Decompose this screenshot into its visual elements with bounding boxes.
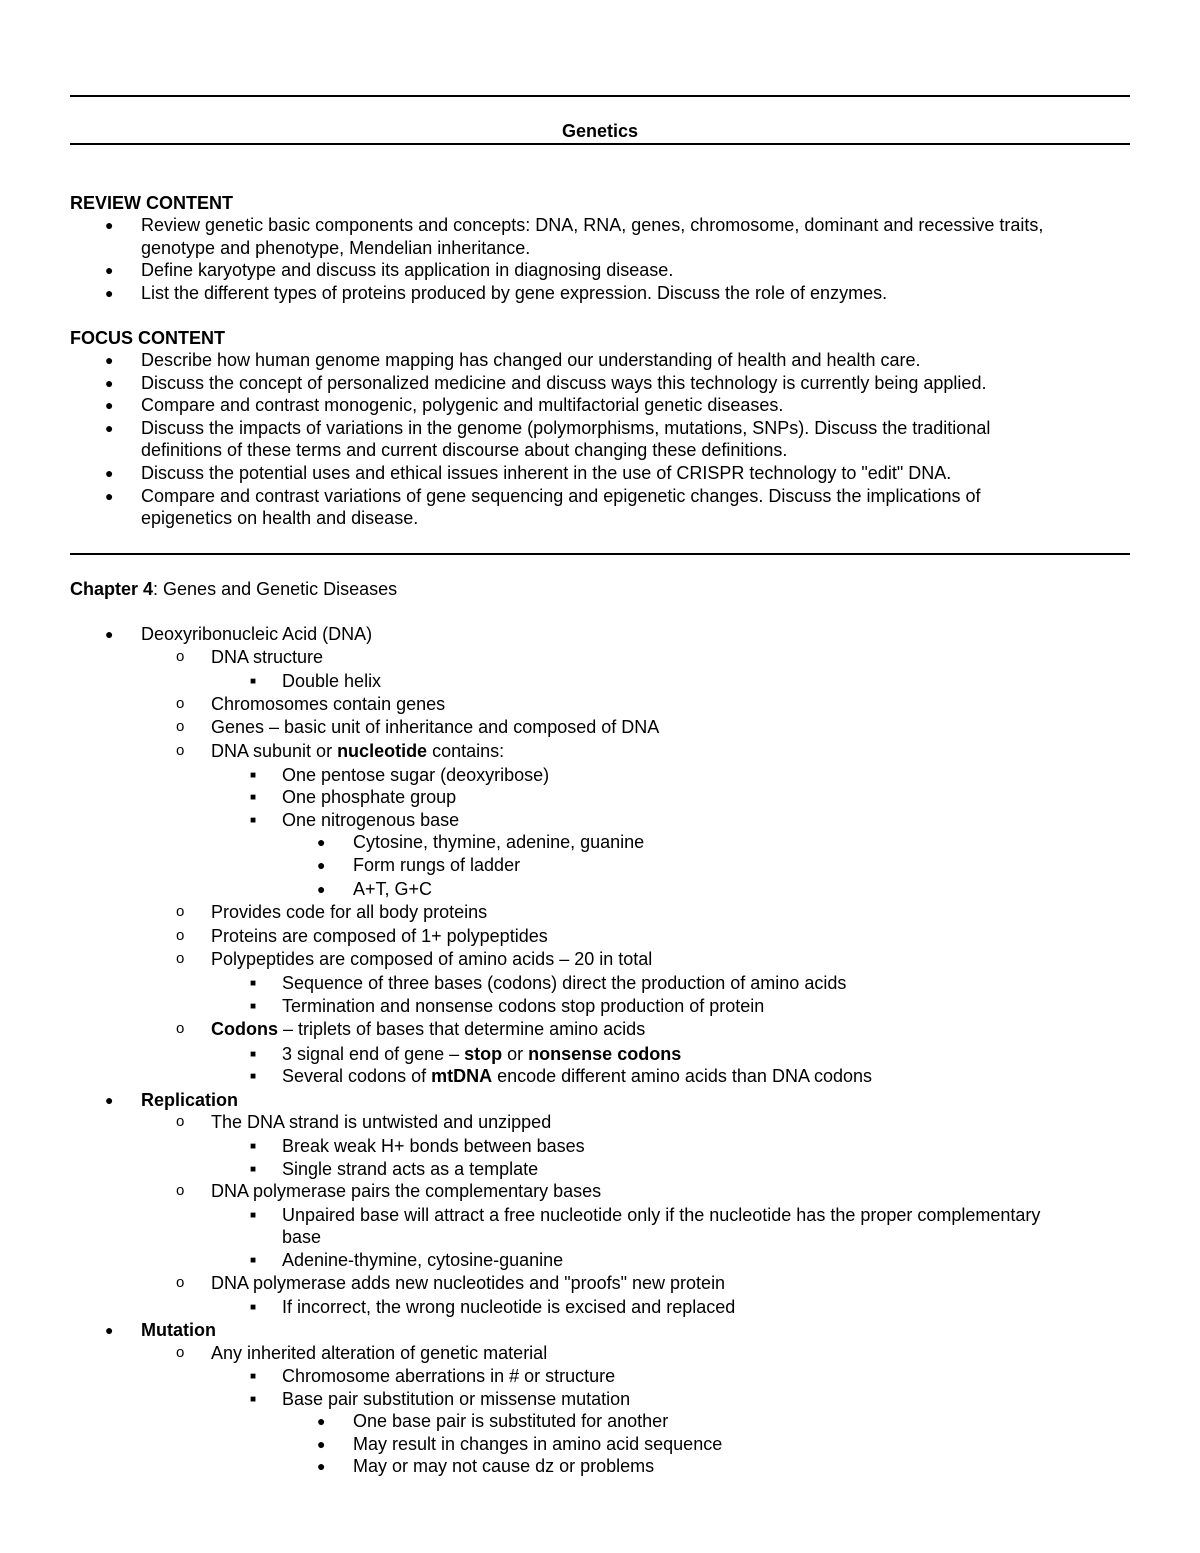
- square-bullet-icon: ■: [250, 1393, 257, 1405]
- section-rule: [70, 553, 1130, 555]
- list-item: o The DNA strand is untwisted and unzipped: [176, 1112, 552, 1133]
- circle-bullet-icon: o: [176, 1113, 185, 1131]
- focus-section: [70, 327, 1130, 530]
- circle-bullet-icon: o: [176, 926, 185, 944]
- circle-bullet-icon: o: [176, 1344, 185, 1362]
- bullet-icon: ●: [105, 464, 114, 481]
- circle-bullet-icon: o: [176, 647, 185, 665]
- list-item: ■ 3 signal end of gene – stop or nonsense codons: [70, 1043, 1130, 1066]
- list-item: o Any inherited alteration of genetic material: [176, 1343, 548, 1364]
- list-item-continued: base: [282, 1227, 322, 1248]
- review-section: [70, 192, 1130, 304]
- list-item: ■ Single strand acts as a template: [70, 1158, 1130, 1181]
- bullet-icon: ●: [317, 880, 326, 897]
- list-item: o DNA subunit or nucleotide contains:: [176, 740, 505, 761]
- list-item: o Proteins are composed of 1+ polypeptides: [176, 925, 548, 946]
- list-item: ● Discuss the potential uses and ethical issues inherent in the use of CRISPR technology to "edit" DNA.: [105, 462, 952, 483]
- circle-bullet-icon: o: [176, 694, 185, 712]
- list-item: ● Deoxyribonucleic Acid (DNA): [105, 624, 373, 644]
- list-item-continued: genotype and phenotype, Mendelian inheritance.: [141, 237, 531, 258]
- bullet-icon: ●: [317, 1413, 326, 1430]
- bullet-icon: ●: [105, 626, 114, 642]
- circle-bullet-icon: o: [176, 1020, 185, 1038]
- circle-bullet-icon: o: [176, 718, 185, 736]
- list-item: o DNA polymerase adds new nucleotides and "proofs" new protein: [176, 1272, 726, 1293]
- list-item: ● Compare and contrast variations of gene sequencing and epigenetic changes. Discuss the implications of: [105, 485, 981, 506]
- bullet-icon: ●: [105, 1321, 114, 1338]
- square-bullet-icon: ■: [250, 977, 257, 989]
- square-bullet-icon: ■: [250, 1048, 257, 1060]
- list-item: o Polypeptides are composed of amino acids – 20 in total: [176, 949, 653, 970]
- circle-bullet-icon: o: [176, 741, 185, 759]
- bullet-icon: ●: [105, 1091, 114, 1108]
- list-item: ● Compare and contrast monogenic, polygenic and multifactorial genetic diseases.: [105, 395, 784, 416]
- square-bullet-icon: ■: [250, 1071, 257, 1083]
- list-item: ● Discuss the impacts of variations in the genome (polymorphisms, mutations, SNPs). Discuss the traditional: [105, 417, 991, 438]
- bullet-icon: ●: [105, 352, 114, 368]
- chapter-label: Chapter 4: [70, 579, 154, 599]
- list-item: ■ Sequence of three bases (codons) direct the production of amino acids: [70, 972, 1130, 995]
- bullet-icon: ●: [105, 419, 114, 436]
- list-item: ● Mutation: [105, 1319, 216, 1340]
- page-title: Genetics: [561, 121, 639, 141]
- top-rule: [70, 95, 1130, 97]
- review-heading: REVIEW CONTENT: [70, 193, 234, 213]
- bullet-icon: ●: [105, 374, 114, 391]
- list-item: ■ Adenine-thymine, cytosine-guanine: [70, 1249, 1130, 1272]
- list-item: ■ Unpaired base will attract a free nucleotide only if the nucleotide has the proper complementary: [70, 1204, 1130, 1227]
- square-bullet-icon: ■: [250, 1371, 257, 1382]
- list-item: ● Replication: [105, 1089, 239, 1110]
- chapter-title: : Genes and Genetic Diseases: [153, 579, 398, 599]
- bullet-icon: ●: [317, 1435, 326, 1452]
- list-item: o Provides code for all body proteins: [176, 902, 488, 923]
- list-item: ● One base pair is substituted for another: [317, 1411, 669, 1432]
- list-item: ● Discuss the concept of personalized medicine and discuss ways this technology is currently being applied.: [105, 372, 987, 393]
- list-item: ● Describe how human genome mapping has changed our understanding of health and health care.: [105, 350, 921, 370]
- bullet-icon: ●: [317, 856, 326, 873]
- square-bullet-icon: ■: [250, 814, 257, 826]
- list-item-continued: definitions of these terms and current discourse about changing these definitions.: [141, 440, 788, 461]
- chapter-line: [70, 578, 1130, 601]
- list-item: ■ Break weak H+ bonds between bases: [70, 1135, 1130, 1158]
- list-item: o DNA polymerase pairs the complementary bases: [176, 1181, 602, 1202]
- list-item: o Chromosomes contain genes: [176, 693, 446, 714]
- list-item: o Codons – triplets of bases that determine amino acids: [176, 1019, 646, 1040]
- circle-bullet-icon: o: [176, 950, 185, 968]
- list-item: ■ One pentose sugar (deoxyribose): [70, 764, 1130, 787]
- square-bullet-icon: ■: [250, 792, 257, 804]
- list-item: o Genes – basic unit of inheritance and composed of DNA: [176, 717, 660, 738]
- focus-heading: FOCUS CONTENT: [70, 328, 225, 348]
- chapter-outline: [70, 623, 1130, 1478]
- list-item: ● A+T, G+C: [317, 878, 433, 899]
- list-item: ■ Chromosome aberrations in # or structure: [70, 1365, 1130, 1388]
- list-item: o DNA structure: [176, 646, 324, 667]
- bullet-icon: ●: [105, 217, 114, 233]
- circle-bullet-icon: o: [176, 1182, 185, 1200]
- square-bullet-icon: ■: [250, 1163, 257, 1175]
- list-item: ● List the different types of proteins produced by gene expression. Discuss the role of enzymes.: [105, 282, 888, 303]
- list-item: ● Cytosine, thymine, adenine, guanine: [317, 832, 645, 853]
- bullet-icon: ●: [105, 284, 114, 301]
- bullet-icon: ●: [317, 834, 326, 851]
- square-bullet-icon: ■: [250, 1302, 257, 1314]
- list-item: ■ One phosphate group: [70, 786, 1130, 809]
- bullet-icon: ●: [105, 487, 114, 504]
- circle-bullet-icon: o: [176, 903, 185, 921]
- title-rule: [70, 143, 1130, 145]
- list-item: ■ Base pair substitution or missense mutation: [70, 1388, 1130, 1411]
- list-item: ● May or may not cause dz or problems: [317, 1456, 655, 1477]
- square-bullet-icon: ■: [250, 1209, 257, 1221]
- list-item: ■ Double helix: [70, 670, 1130, 693]
- square-bullet-icon: ■: [250, 1000, 257, 1012]
- list-item: ● Form rungs of ladder: [317, 854, 521, 875]
- list-item: ■ If incorrect, the wrong nucleotide is excised and replaced: [70, 1296, 1130, 1319]
- list-item: ■ Termination and nonsense codons stop production of protein: [70, 995, 1130, 1018]
- square-bullet-icon: ■: [250, 1141, 257, 1153]
- list-item: ■ One nitrogenous base: [70, 809, 1130, 832]
- bullet-icon: ●: [317, 1458, 326, 1475]
- list-item: ● May result in changes in amino acid sequence: [317, 1433, 723, 1454]
- list-item-continued: epigenetics on health and disease.: [141, 508, 419, 529]
- list-item: ● Review genetic basic components and concepts: DNA, RNA, genes, chromosome, dominant and recessive traits,: [105, 215, 1044, 235]
- square-bullet-icon: ■: [250, 769, 257, 781]
- bullet-icon: ●: [105, 397, 114, 414]
- list-item: ■ Several codons of mtDNA encode different amino acids than DNA codons: [70, 1065, 1130, 1088]
- list-item: ● Define karyotype and discuss its application in diagnosing disease.: [105, 260, 674, 281]
- circle-bullet-icon: o: [176, 1273, 185, 1291]
- square-bullet-icon: ■: [250, 1255, 257, 1267]
- bullet-icon: ●: [105, 262, 114, 279]
- square-bullet-icon: ■: [250, 676, 257, 688]
